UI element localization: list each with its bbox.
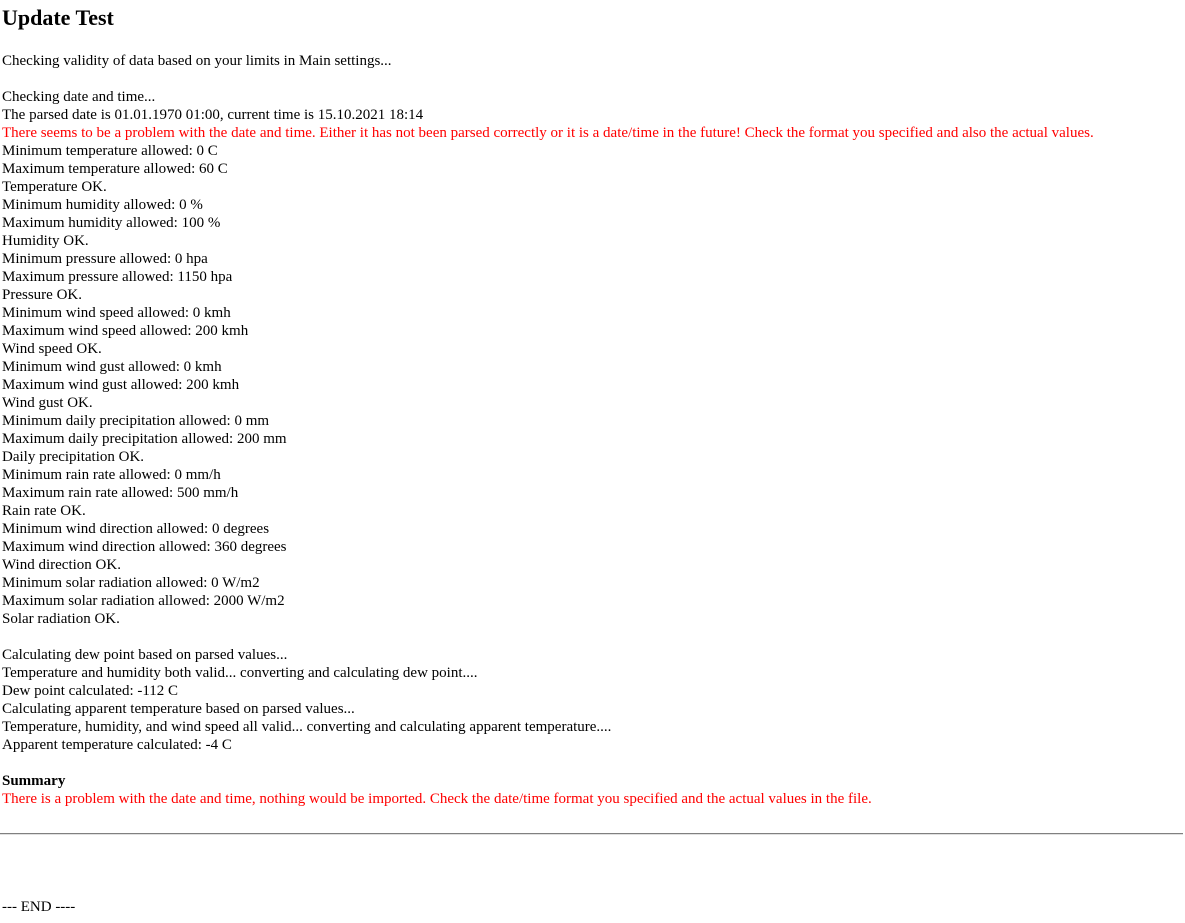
- check-line: Temperature OK.: [2, 179, 107, 195]
- check-line: Minimum wind gust allowed: 0 kmh: [2, 359, 222, 375]
- check-line: Minimum wind direction allowed: 0 degrees: [2, 521, 270, 537]
- validation-checks-list: [2, 88, 1094, 628]
- check-line-error: There seems to be a problem with the date and time. Either it has not been parsed correctly or it is a date/time in the future! Check the format you specified and also the actual values.: [2, 125, 1094, 141]
- check-line: Minimum wind speed allowed: 0 kmh: [2, 305, 231, 321]
- calculation-line: Calculating dew point based on parsed values...: [2, 647, 288, 663]
- check-line: Maximum wind speed allowed: 200 kmh: [2, 323, 249, 339]
- calculation-line: Calculating apparent temperature based on parsed values...: [2, 701, 355, 717]
- check-line: Daily precipitation OK.: [2, 449, 145, 465]
- end-marker: --- END ----: [2, 899, 76, 915]
- calculation-line: Apparent temperature calculated: -4 C: [2, 737, 232, 753]
- check-line: Minimum pressure allowed: 0 hpa: [2, 251, 208, 267]
- check-line: Pressure OK.: [2, 287, 82, 303]
- calculation-line: Temperature and humidity both valid... converting and calculating dew point....: [2, 665, 478, 681]
- check-line: Maximum pressure allowed: 1150 hpa: [2, 269, 233, 285]
- calculations-list: [2, 646, 611, 754]
- calculation-line: Dew point calculated: -112 C: [2, 683, 179, 699]
- page-title: Update Test: [2, 5, 114, 30]
- summary-error-message: There is a problem with the date and time, nothing would be imported. Check the date/time format you specified and the actual values in the file.: [2, 791, 872, 807]
- check-line: Checking date and time...: [2, 89, 156, 105]
- horizontal-divider: [0, 833, 1183, 835]
- check-line: Maximum solar radiation allowed: 2000 W/m2: [2, 593, 285, 609]
- check-line: Rain rate OK.: [2, 503, 86, 519]
- check-line: Minimum temperature allowed: 0 C: [2, 143, 218, 159]
- check-line: Wind direction OK.: [2, 557, 121, 573]
- intro-text: Checking validity of data based on your limits in Main settings...: [2, 53, 392, 69]
- check-line: Maximum daily precipitation allowed: 200 mm: [2, 431, 287, 447]
- check-line: Minimum daily precipitation allowed: 0 mm: [2, 413, 270, 429]
- check-line: Wind gust OK.: [2, 395, 93, 411]
- check-line: Maximum temperature allowed: 60 C: [2, 161, 228, 177]
- calculation-line: Temperature, humidity, and wind speed all valid... converting and calculating apparent temperature....: [2, 719, 612, 735]
- check-line: Minimum humidity allowed: 0 %: [2, 197, 203, 213]
- check-line: Minimum rain rate allowed: 0 mm/h: [2, 467, 221, 483]
- check-line: Maximum rain rate allowed: 500 mm/h: [2, 485, 239, 501]
- summary-section: [2, 772, 872, 808]
- check-line: Humidity OK.: [2, 233, 89, 249]
- check-line: Minimum solar radiation allowed: 0 W/m2: [2, 575, 260, 591]
- check-line: Wind speed OK.: [2, 341, 102, 357]
- check-line: Solar radiation OK.: [2, 611, 120, 627]
- check-line: Maximum wind direction allowed: 360 degrees: [2, 539, 287, 555]
- check-line: Maximum humidity allowed: 100 %: [2, 215, 221, 231]
- check-line: Maximum wind gust allowed: 200 kmh: [2, 377, 240, 393]
- summary-heading: Summary: [2, 773, 66, 789]
- check-line: The parsed date is 01.01.1970 01:00, current time is 15.10.2021 18:14: [2, 107, 424, 123]
